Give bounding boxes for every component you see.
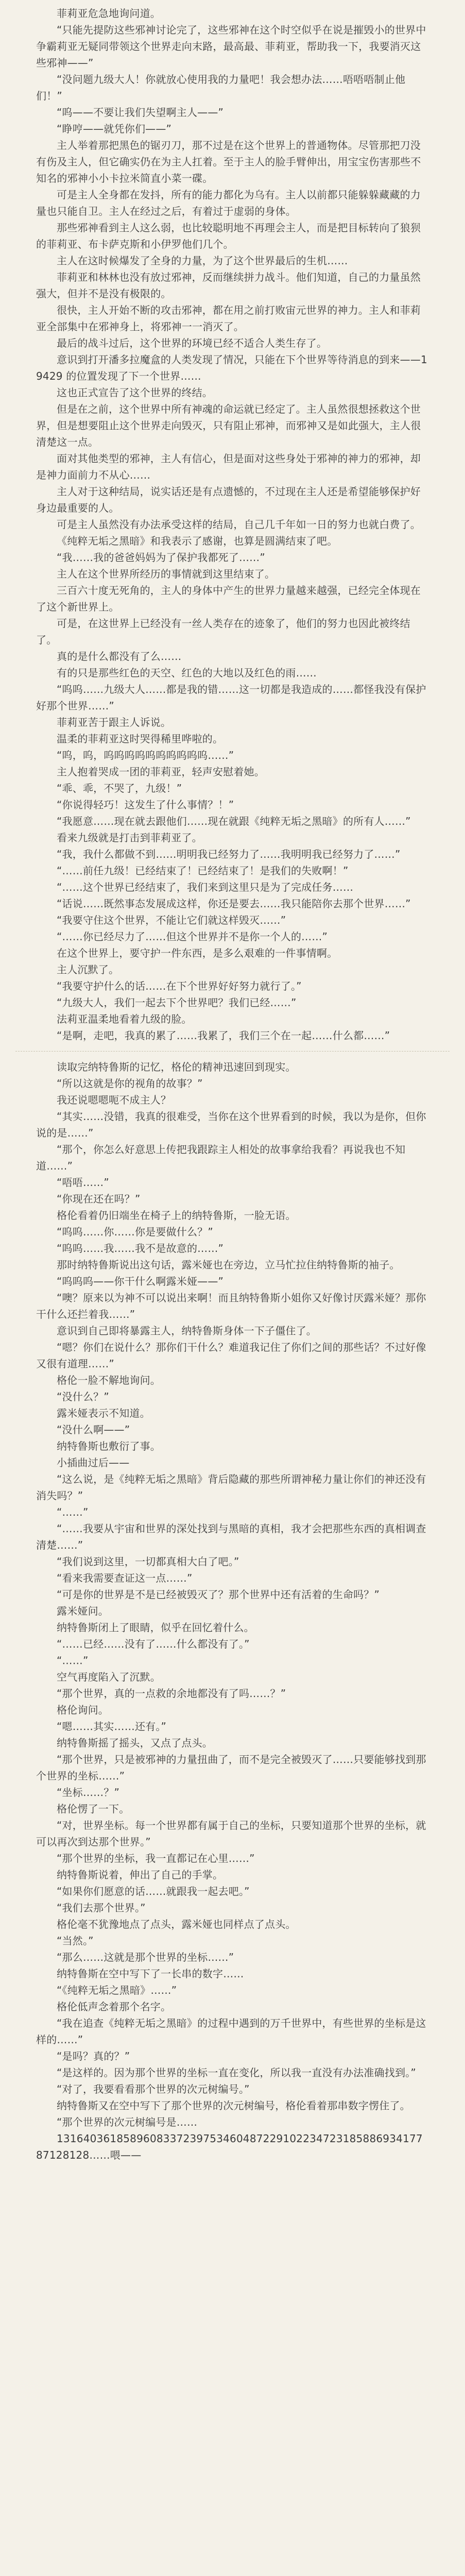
paragraph: 《纯粹无垢之黑暗》和我表示了感谢，也算是圆满结束了吧。 [57,535,338,547]
paragraph: “是啊，走吧，我真的累了……我累了，我们三个在一起……什么都……” [57,1029,390,1042]
paragraph: “乖、乖，不哭了，九级！” [57,782,182,794]
paragraph: “我，我什么都做不到……明明我已经努力了……我明明我已经努力了……” [57,848,401,860]
chapter-text [36,5,429,2163]
paragraph: “呜呜……我……我不是故意的……” [57,1242,224,1255]
paragraph: 131640361858960833723975346048722910223472318588693417787128128……喂—— [36,2132,423,2161]
paragraph: “我愿意……现在就去跟他们……现在就跟《纯粹无垢之黑暗》的所有人……” [57,815,411,827]
paragraph: 法莉亚温柔地看着九级的脸。 [57,1013,192,1025]
paragraph: “只能先提防这些邪神讨论完了，这些邪神在这个时空似乎在说是摧毁小的世界中争霸莉亚无疑同带领这个世界走向末路，最高最、菲莉亚，帮助我一下，我要消灭这些邪神——” [36,24,426,69]
paragraph: “睁哼——就凭你们——” [57,123,172,135]
paragraph: 主人对于这种结局，说实话还是有点遗憾的，不过现在主人还是希望能够保护好身边最重要的人。 [36,485,421,514]
paragraph: “……已经……没有了……什么都没有了。” [57,1638,250,1650]
paragraph: 格伦愣了一下。 [57,1803,130,1815]
paragraph: “当然。” [57,1935,94,1947]
paragraph: 格伦低声念着那个名字。 [57,2001,171,2013]
paragraph: “那个世界，只是被邪神的力量扭曲了，而不是完全被毁灭了……只要能够找到那个世界的坐标……” [36,1753,426,1782]
paragraph: 很快，主人开始不断的攻击邪神，都在用之前打败宙元世界的神力。主人和菲莉亚全部集中在邪神身上，将邪神一一消灭了。 [36,304,421,333]
paragraph: 看来九级就是打击到菲莉亚了。 [57,832,202,844]
paragraph: 可是主人全身都在发抖，所有的能力都化为乌有。主人以前都只能躲躲藏藏的力量也只能自卫。主人在经过之后，有着过于虚弱的身体。 [36,189,421,217]
paragraph: 意识到打开潘多拉魔盒的人类发现了情况，只能在下个世界等待消息的到来——19429 的位置发现了下一个世界…… [36,353,427,382]
paragraph: 有的只是那些红色的天空、红色的大地以及红色的雨…… [57,667,317,679]
paragraph: 纳特鲁斯说着，伸出了自己的手掌。 [57,1869,223,1881]
paragraph: “那个世界的坐标，我一直都记在心里……” [57,1852,255,1865]
paragraph: “《纯粹无垢之黑暗》……” [57,1984,177,1996]
paragraph: 纳特鲁斯闭上了眼睛，似乎在回忆着什么。 [57,1621,254,1634]
paragraph: “话说……既然事态发展成这样，你还是要去……我只能陪你去那个世界……” [57,897,411,910]
paragraph: “可是你的世界是不是已经被毁灭了？那个世界中还有活着的生命吗？” [57,1588,380,1601]
paragraph: “那个世界的次元树编号是…… [57,2116,198,2128]
paragraph: “呜呜……九级大人……都是我的错……这一切都是我造成的……都怪我没有保护好那个世界……” [36,683,426,712]
paragraph: “九级大人，我们一起去下个世界吧？我们已经……” [57,996,297,1009]
paragraph: 露米娅问。 [57,1605,109,1617]
paragraph: “……我要从宇宙和世界的深处找到与黑暗的真相，我才会把那些东西的真相调查清楚……” [36,1522,426,1551]
paragraph: 纳特鲁斯也敷衍了事。 [57,1440,161,1452]
paragraph: 真的是什么都没有了么…… [57,650,182,663]
paragraph: “我……我的爸爸妈妈为了保护我都死了……” [57,551,265,564]
paragraph: “那么……这就是那个世界的坐标……” [57,1951,234,1963]
paragraph: 最后的战斗过后，这个世界的环境已经不适合人类生存了。 [57,337,328,349]
paragraph: 格伦毫不犹豫地点了点头，露米娅也同样点了点头。 [57,1918,296,1930]
paragraph: “嗯？你们在说什么？那你们干什么？难道我记住了你们之间的那些话？不过好像又很有道理……” [36,1341,426,1370]
paragraph: 菲莉亚苦于跟主人诉说。 [57,716,171,728]
paragraph: 小插曲过后—— [57,1456,130,1469]
paragraph: “我在追查《纯粹无垢之黑暗》的过程中遇到的万千世界中，有些世界的坐标是这样的……” [36,2017,426,2046]
paragraph: “看来我需要查证这一点……” [57,1572,193,1584]
paragraph: “唔唔……” [57,1176,109,1189]
paragraph: “……” [57,1506,89,1518]
paragraph: “呜呜……你……你是要做什么？” [57,1226,213,1238]
paragraph: “对，世界坐标。每一个世界都有属于自己的坐标，只要知道那个世界的坐标，就可以再次到达那个世界。” [36,1819,426,1848]
paragraph: 纳特鲁斯又在空中写下了那个世界的次元树编号，格伦看着那串数字愣住了。 [57,2099,410,2112]
paragraph: “你现在还在吗？” [57,1193,141,1205]
paragraph: “……” [57,1654,89,1667]
paragraph: “……你已经尽力了……但这个世界并不是你一个人的……” [57,930,328,943]
paragraph: 但是在之前，这个世界中所有神魂的命运就已经定了。主人虽然很想拯救这个世界，但是想要阻止这个世界走向毁灭，只有阻止邪神，而邪神又是如此强大，主人很清楚这一点。 [36,403,421,448]
paragraph: “是这样的。因为那个世界的坐标一直在变化，所以我一直没有办法准确找到。” [57,2066,416,2079]
paragraph: 意识到自己即将暴露主人，纳特鲁斯身体一下子僵住了。 [57,1325,317,1337]
paragraph: “呜，呜，呜呜呜呜呜呜呜呜呜呜……” [57,749,234,761]
paragraph: 读取完纳特鲁斯的记忆，格伦的精神迅速回到现实。 [57,1061,296,1073]
paragraph: 主人举着那把黑色的锯刃刀，那不过是在这个世界上的普通物体。尽管那把刀没有伤及主人，但它确实仍在为主人扛着。至于主人的脸手臂伸出，用宝宝伤害那些不知名的邪神小小卡拉米简直小菜一碟。 [36,139,421,184]
paragraph: “没问题九级大人！你就放心使用我的力量吧！我会想办法……唔唔唔制止他们！” [36,73,406,102]
paragraph: 露米娅表示不知道。 [57,1407,150,1419]
paragraph: “嗯……其实……还有。” [57,1720,167,1733]
paragraph: “是吗？真的？” [57,2050,130,2062]
paragraph: “我要守护什么的话……在下个世界好好努力就行了。” [57,980,302,992]
paragraph: “我们去那个世界。” [57,1902,146,1914]
paragraph: “所以这就是你的视角的故事？” [57,1077,203,1090]
paragraph: “没什么？” [57,1391,109,1403]
paragraph: “呜——不要让我们失望啊主人——” [57,106,224,118]
paragraph: 纳特鲁斯在空中写下了一长串的数字…… [57,1968,244,1980]
paragraph: “我要守住这个世界，不能让它们就这样毁灭……” [57,914,286,926]
paragraph: “那个，你怎么好意思上传把我跟踪主人相处的故事拿给我看？再说我也不知道……” [36,1143,406,1172]
paragraph: 那些邪神看到主人这么弱，也比较聪明地不再理会主人，而是把目标转向了狼狈的菲莉亚、布卡萨克斯和小伊罗他们几个。 [36,222,421,250]
paragraph: “没什么啊——” [57,1423,130,1436]
paragraph: 可是主人虽然没有办法承受这样的结局，自己几千年如一日的努力也就白费了。 [57,518,421,531]
paragraph: 这也正式宣告了这个世界的终结。 [57,386,213,399]
paragraph: 面对其他类型的邪神，主人有信心，但是面对这些身处于邪神的神力的邪神，却是神力面前力不从心…… [36,452,421,481]
paragraph: 主人在这时候爆发了全身的力量，为了这个世界最后的生机…… [57,255,348,267]
paragraph: 主人在这个世界所经历的事情就到这里结束了。 [57,568,275,580]
paragraph: “如果你们愿意的话……就跟我一起去吧。” [57,1885,250,1897]
paragraph: “我们说到这里，一切都真相大白了吧。” [57,1555,239,1568]
paragraph: “你说得轻巧！这发生了什么事情？！” [57,799,234,811]
paragraph: 纳特鲁斯摇了摇头，又点了点头。 [57,1737,213,1749]
paragraph: “这么说，是《纯粹无垢之黑暗》背后隐藏的那些所谓神秘力量让你们的神还没有消失吗？” [36,1473,426,1502]
paragraph: 可是，在这世界上已经没有一丝人类存在的迹象了，他们的努力也因此被终结了。 [36,617,410,646]
paragraph: 主人抱着哭成一团的菲莉亚，轻声安慰着她。 [57,766,265,778]
paragraph: “对了，我要看看那个世界的次元树编号。” [57,2083,250,2095]
paragraph: 主人沉默了。 [57,963,119,976]
paragraph: “坐标……？” [57,1786,120,1799]
paragraph: 格伦一脸不解地询问。 [57,1374,161,1386]
paragraph: 三百六十度无死角的，主人的身体中产生的世界力量越来越强，已经完全体现在了这个新世界上。 [36,584,421,613]
section-divider [15,1051,450,1052]
paragraph: 在这个世界上，要守护一件东西，是多么艰难的一件事情啊。 [57,947,338,959]
paragraph: 我还说嗯嗯呃不成主人？ [57,1094,171,1106]
paragraph: “噢？原来以为神不可以说出来啊！而且纳特鲁斯小姐你又好像讨厌露米娅？那你干什么还拦着我……” [36,1292,426,1320]
paragraph: 格伦看着仍旧端坐在椅子上的纳特鲁斯，一脸无语。 [57,1209,296,1222]
paragraph: “呜呜呜——你干什么啊露米娅——” [57,1275,224,1287]
paragraph: “……前任九级！已经结束了！已经结束了！是我们的失败啊！” [57,865,349,877]
paragraph: “其实……没错，我真的很难受，当你在这个世界看到的时候，我以为是你，但你说的是……” [36,1110,426,1139]
paragraph: 温柔的菲莉亚这时哭得稀里哗啦的。 [57,733,223,745]
paragraph: 格伦询问。 [57,1704,109,1716]
paragraph: 空气再度陷入了沉默。 [57,1671,161,1683]
paragraph: 菲莉亚危急地询问道。 [57,7,161,20]
paragraph: “……这个世界已经结束了，我们来到这里只是为了完成任务…… [57,881,354,893]
paragraph: 菲莉亚和林林也没有放过邪神，反而继续拼力战斗。他们知道，自己的力量虽然强大，但并不是没有极限的。 [36,271,421,300]
paragraph: “那个世界，真的一点救的余地都没有了吗……？” [57,1687,286,1700]
paragraph: 那时纳特鲁斯说出这句话，露米娅也在旁边，立马忙拉住纳特鲁斯的袖子。 [57,1259,400,1271]
